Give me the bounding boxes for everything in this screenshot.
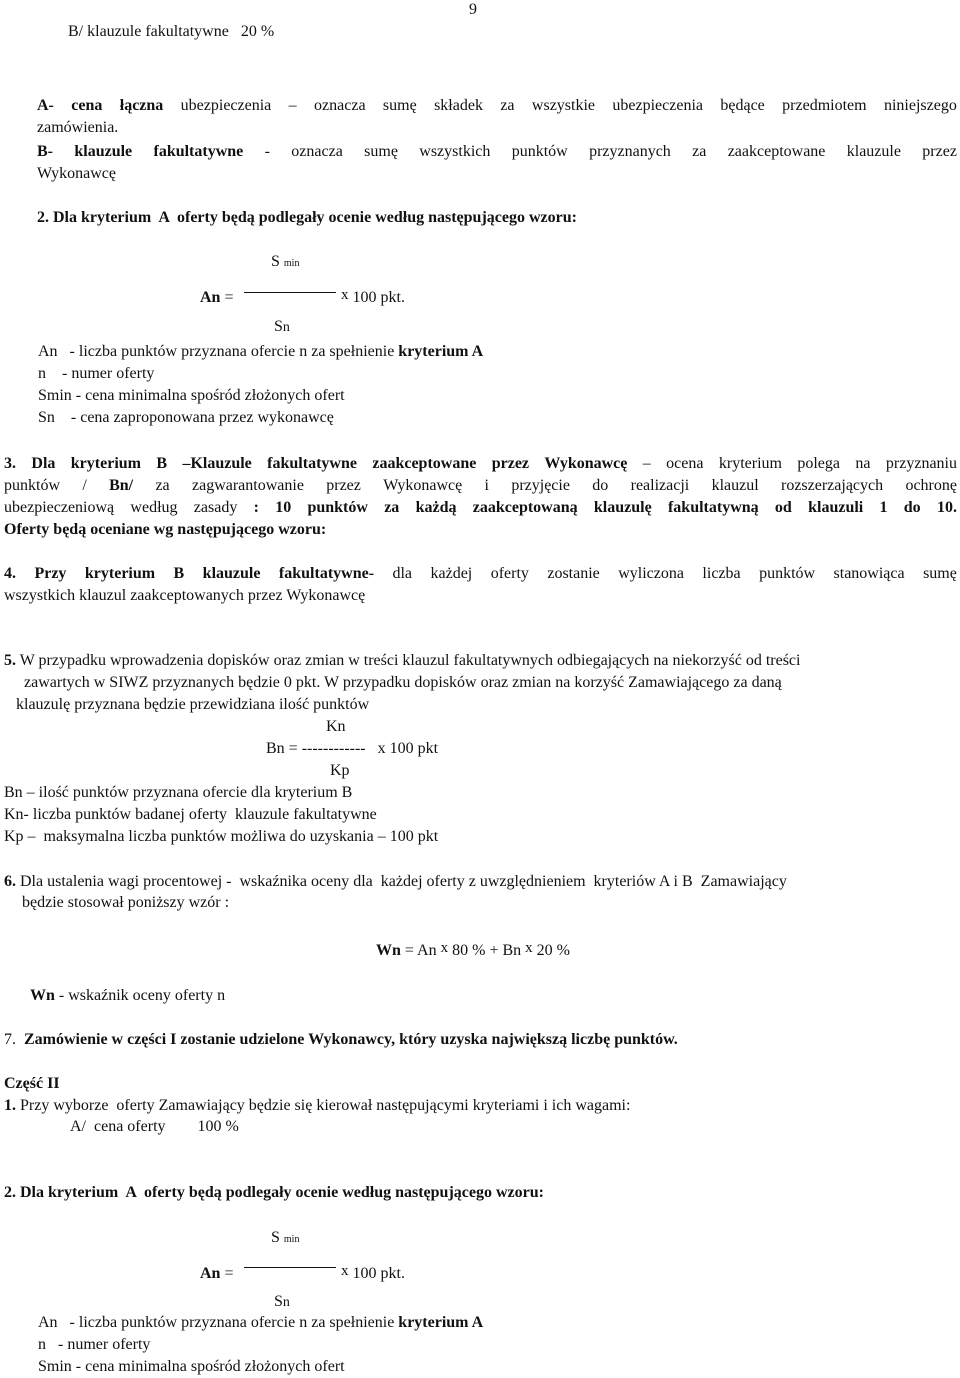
- formula-multiplier: [341, 1264, 405, 1284]
- word: ocena: [666, 455, 704, 472]
- word: A-: [37, 97, 54, 114]
- word: oznacza: [291, 143, 343, 160]
- formula-multiplier: [341, 288, 405, 308]
- word: przedmiotem: [782, 97, 867, 114]
- word: fakultatywne: [153, 143, 244, 160]
- part-2-text: Przy wyborze oferty Zamawiający będzie się kierował następującymi kryteriami i ich wagami:: [16, 1097, 631, 1114]
- section-6-line2: będzie stosował poniższy wzór :: [22, 894, 230, 911]
- word: za: [692, 143, 707, 160]
- word: przez: [326, 477, 361, 494]
- word: wszystkich: [419, 143, 491, 160]
- word: kryterium: [70, 455, 141, 472]
- formula-numerator: [271, 252, 299, 274]
- word: punktów: [511, 143, 568, 160]
- word: Dla: [31, 455, 56, 472]
- word: łączna: [119, 97, 164, 114]
- word: przez: [491, 455, 530, 472]
- section-3-line1: [4, 454, 957, 474]
- word: i: [484, 477, 489, 494]
- section-5-text: W przypadku wprowadzenia dopisków oraz zmian w treści klauzul fakultatywnych odbiegających na niekorzyść od treści: [16, 652, 801, 669]
- word: zasady: [193, 499, 238, 516]
- legend-smin: Smin - cena minimalna spośród złożonych ofert: [38, 387, 345, 404]
- multiply-sign: x: [525, 940, 533, 956]
- formula-denominator-subscript: n: [282, 320, 290, 335]
- legend-an-text: An - liczba punktów przyznana ofercie n za spełnienie: [38, 343, 399, 360]
- word: stanowiąca: [833, 565, 905, 582]
- word: punktów: [759, 565, 816, 582]
- formula-numerator-subscript: min: [283, 1234, 300, 1245]
- formula-numerator: [271, 1228, 299, 1250]
- word: kryterium: [84, 565, 156, 582]
- word: klauzul: [711, 477, 759, 494]
- formula-wn-part1: = An: [400, 942, 441, 959]
- word: sumę: [364, 143, 398, 160]
- section-3-line2: [4, 476, 957, 496]
- word: punktów: [307, 499, 368, 516]
- part-2-title: Część II: [4, 1075, 60, 1092]
- word: do: [592, 477, 609, 494]
- formula-denominator: [274, 317, 290, 338]
- word: każdą: [415, 499, 457, 516]
- word: za: [500, 97, 515, 114]
- word: każdej: [430, 565, 473, 582]
- section-5-number: 5.: [4, 652, 16, 669]
- word: ubezpieczenia: [612, 97, 703, 114]
- word: 1: [879, 499, 888, 516]
- section-4-line1: [4, 564, 957, 584]
- word: ubezpieczeniową: [4, 499, 115, 516]
- word: realizacji: [630, 477, 690, 494]
- word: :: [253, 499, 259, 516]
- word: sumę: [382, 97, 417, 114]
- section-6-number: 6.: [4, 873, 16, 890]
- part-2-criterion-a: A/ cena oferty 100 %: [70, 1118, 239, 1135]
- word: klauzule: [202, 565, 261, 582]
- word: 3.: [4, 455, 16, 472]
- word: zaakceptowaną: [472, 499, 578, 516]
- section-6-line1: [4, 872, 787, 892]
- word: za: [384, 499, 400, 516]
- section-5-line3: klauzulę przyznana będzie przewidziana ilość punktów: [16, 696, 370, 713]
- word: punktów: [4, 477, 60, 494]
- formula-wn-symbol: Wn: [376, 942, 401, 959]
- section-4-line2: wszystkich klauzul zaakceptowanych przez Wykonawcę: [4, 587, 366, 604]
- word: 4.: [4, 565, 16, 582]
- fraction-line: [244, 292, 336, 293]
- word: będące: [720, 97, 765, 114]
- word: przyznanych: [589, 143, 671, 160]
- formula-bn-numerator: Kn: [326, 718, 346, 735]
- legend-sn: Sn - cena zaproponowana przez wykonawcę: [38, 409, 334, 426]
- formula-denominator-symbol: S: [274, 318, 283, 335]
- formula-numerator-subscript: min: [283, 258, 300, 269]
- part-2-legend-n: n - numer oferty: [38, 1336, 151, 1353]
- part-2-legend-smin: Smin - cena minimalna spośród złożonych ofert: [38, 1358, 345, 1375]
- formula-denominator: [274, 1292, 290, 1313]
- word: oznacza: [314, 97, 366, 114]
- definition-a-line2: zamówienia.: [37, 119, 119, 136]
- formula-wn-part3: 20 %: [532, 942, 570, 959]
- page-number: 9: [469, 1, 477, 18]
- word: -: [264, 143, 270, 160]
- formula-wn: [376, 941, 570, 961]
- word: wyliczona: [618, 565, 684, 582]
- word: Bn/: [109, 477, 134, 494]
- formula-numerator-symbol: S: [271, 253, 280, 270]
- formula-lhs: [200, 288, 233, 308]
- formula-equals: =: [224, 289, 234, 306]
- multiply-sign: x: [341, 287, 349, 303]
- word: rozszerzających: [780, 477, 884, 494]
- formula-lhs-symbol: An: [200, 289, 221, 306]
- legend-wn-symbol: Wn: [30, 987, 55, 1004]
- word: kryterium: [718, 455, 782, 472]
- legend-bn: Bn – ilość punktów przyznana ofercie dla kryterium B: [4, 784, 353, 801]
- legend-an-criterion: kryterium A: [398, 1314, 484, 1331]
- word: fakultatywną: [667, 499, 759, 516]
- part-2-line1: [4, 1096, 630, 1116]
- word: ochronę: [905, 477, 957, 494]
- word: –Klauzule: [182, 455, 252, 472]
- formula-bn: Bn = ------------ x 100 pkt: [266, 740, 439, 757]
- word: sumę: [923, 565, 957, 582]
- word: według: [130, 499, 178, 516]
- definition-b-line1: [37, 142, 957, 162]
- section-6-text: Dla ustalenia wagi procentowej - wskaźnika oceny dla każdej oferty z uwzględnieniem kryteriów A i B Zamawiający: [16, 873, 787, 890]
- section-7-number: 7.: [4, 1031, 16, 1048]
- legend-kp: Kp – maksymalna liczba punktów możliwa do uzyskania – 100 pkt: [4, 828, 439, 845]
- word: 10.: [936, 499, 957, 516]
- formula-equals: =: [224, 1265, 234, 1282]
- formula-denominator-subscript: n: [282, 1295, 290, 1310]
- word: klauzule: [74, 143, 133, 160]
- part-2-number: 1.: [4, 1097, 16, 1114]
- multiply-sign: x: [341, 1263, 349, 1279]
- word: fakultatywne: [267, 455, 357, 472]
- heading-klauzule-fakultatywne: B/ klauzule fakultatywne 20 %: [68, 23, 275, 40]
- formula-points: 100 pkt.: [352, 1265, 405, 1282]
- word: /: [82, 477, 87, 494]
- definition-a-line1: [37, 96, 957, 116]
- formula-numerator-symbol: S: [271, 1229, 280, 1246]
- part-2-legend-an: [38, 1313, 483, 1333]
- formula-wn-part2: 80 % + Bn: [448, 942, 526, 959]
- word: polega: [797, 455, 841, 472]
- section-7: [4, 1030, 678, 1050]
- word: –: [642, 455, 651, 472]
- word: przez: [922, 143, 957, 160]
- section-7-text: Zamówienie w części I zostanie udzielone Wykonawcy, który uzyska największą liczbę punktów.: [16, 1031, 678, 1048]
- word: zostanie: [547, 565, 600, 582]
- part-2-section-2-title: 2. Dla kryterium A oferty będą podlegały ocenie według następującego wzoru:: [4, 1184, 544, 1201]
- section-3-line3: [4, 498, 957, 518]
- formula-bn-denominator: Kp: [330, 762, 350, 779]
- section-5-line1: [4, 651, 800, 671]
- word: klauzuli: [808, 499, 864, 516]
- word: dla: [392, 565, 413, 582]
- fraction-line: [244, 1267, 336, 1268]
- legend-wn-text: - wskaźnik oceny oferty n: [54, 987, 226, 1004]
- word: zaakceptowane: [727, 143, 826, 160]
- word: liczba: [702, 565, 741, 582]
- legend-n: n - numer oferty: [38, 365, 155, 382]
- word: na: [855, 455, 871, 472]
- word: klauzule: [846, 143, 901, 160]
- word: za: [155, 477, 170, 494]
- multiply-sign: x: [440, 940, 449, 956]
- formula-points: 100 pkt.: [352, 289, 405, 306]
- legend-kn: Kn- liczba punktów badanej oferty klauzule fakultatywne: [4, 806, 377, 823]
- section-3-line4: Oferty będą oceniane wg następującego wzoru:: [4, 521, 327, 538]
- word: oferty: [490, 565, 529, 582]
- definition-b-line2: Wykonawcę: [37, 165, 116, 182]
- word: składek: [434, 97, 483, 114]
- word: zaakceptowane: [372, 455, 477, 472]
- word: B-: [37, 143, 53, 160]
- word: klauzulę: [593, 499, 652, 516]
- word: B: [156, 455, 168, 472]
- formula-lhs-symbol: An: [200, 1265, 221, 1282]
- word: przyjęcie: [511, 477, 570, 494]
- word: B: [173, 565, 185, 582]
- word: Wykonawcę: [544, 455, 628, 472]
- word: cena: [71, 97, 103, 114]
- legend-an-criterion: kryterium A: [398, 343, 484, 360]
- formula-denominator-symbol: S: [274, 1293, 283, 1310]
- word: fakultatywne-: [278, 565, 375, 582]
- section-2-title: 2. Dla kryterium A oferty będą podlegały ocenie według następującego wzoru:: [37, 209, 577, 226]
- word: Przy: [34, 565, 67, 582]
- legend-an-text: An - liczba punktów przyznana ofercie n za spełnienie: [38, 1314, 399, 1331]
- word: do: [903, 499, 921, 516]
- word: przyznaniu: [885, 455, 957, 472]
- word: od: [774, 499, 792, 516]
- word: niniejszego: [883, 97, 957, 114]
- word: zagwarantowanie: [191, 477, 304, 494]
- word: wszystkie: [531, 97, 596, 114]
- word: Wykonawcę: [383, 477, 463, 494]
- legend-an: [38, 342, 483, 362]
- legend-wn: [30, 986, 225, 1006]
- word: 10: [275, 499, 292, 516]
- word: –: [288, 97, 297, 114]
- section-5-line2: zawartych w SIWZ przyznanych będzie 0 pkt. W przypadku dopisków oraz zmian na korzyść Zamawiającego za daną: [24, 674, 782, 691]
- formula-lhs: [200, 1264, 233, 1284]
- word: ubezpieczenia: [180, 97, 272, 114]
